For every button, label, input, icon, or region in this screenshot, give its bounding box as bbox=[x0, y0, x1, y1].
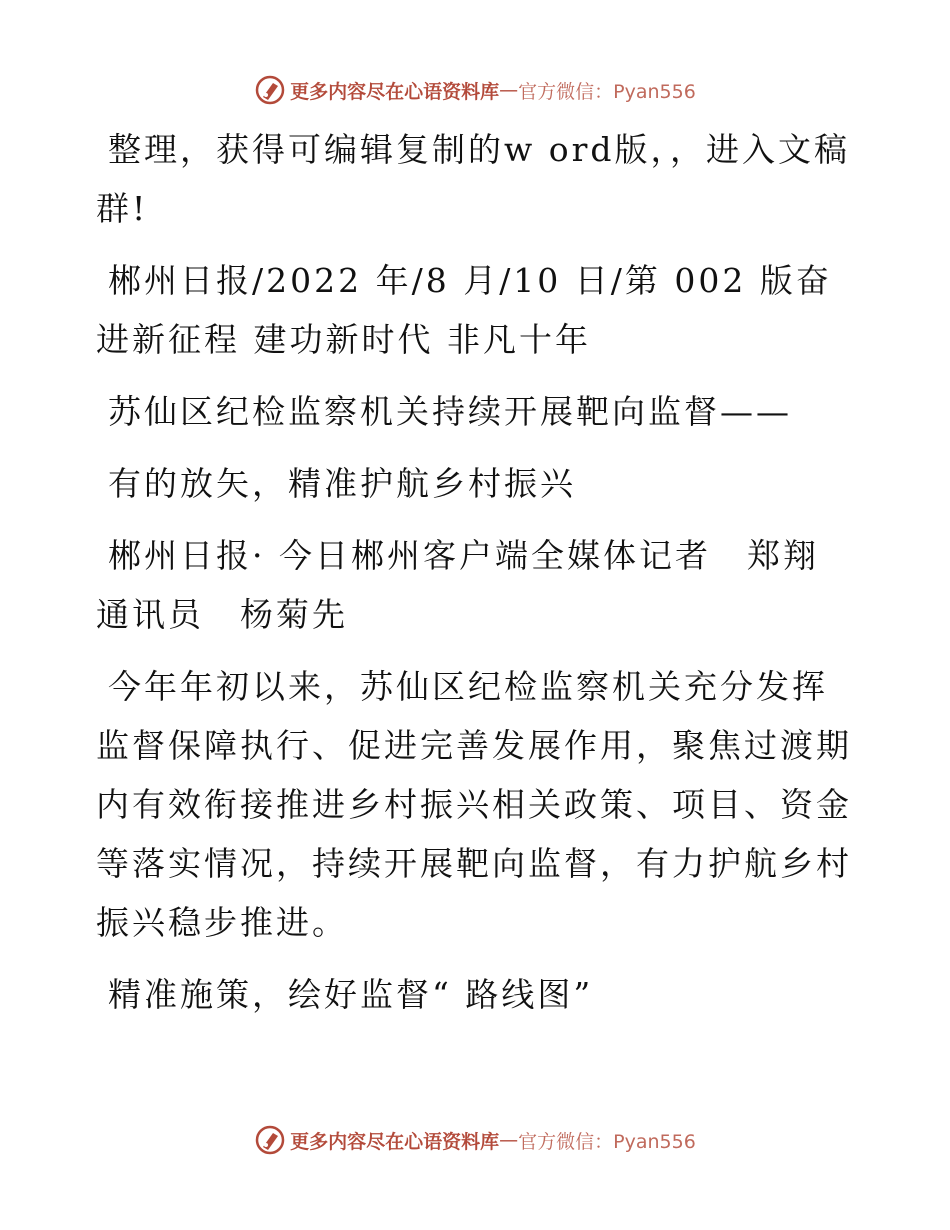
section-heading: 精准施策，绘好监督“ 路线图” bbox=[108, 975, 594, 1014]
paragraph-intro: 整理，获得可编辑复制的w ord版，，进入文稿群! bbox=[96, 130, 851, 228]
header-watermark bbox=[0, 70, 950, 110]
article-byline: 郴州日报· 今日郴州客户端全媒体记者 郑翔 通讯员 杨菊先 bbox=[96, 536, 855, 634]
pen-nib-logo-icon bbox=[254, 74, 286, 106]
watermark-text: 更多内容尽在心语资料库 bbox=[290, 1130, 500, 1153]
watermark-contact: 官方微信：Pyan556 bbox=[518, 80, 696, 103]
watermark-contact: 官方微信：Pyan556 bbox=[518, 1130, 696, 1153]
watermark-text: 更多内容尽在心语资料库 bbox=[290, 80, 500, 103]
paragraph-body: 今年年初以来，苏仙区纪检监察机关充分发挥监督保障执行、促进完善发展作用，聚焦过渡期内有效衔接推进乡村振兴相关政策、项目、资金等落实情况，持续开展靶向监督，有力护航乡村振兴稳步推进。 bbox=[96, 667, 852, 942]
pen-nib-logo-icon bbox=[254, 1124, 286, 1156]
article-headline-main: 有的放矢，精准护航乡村振兴 bbox=[108, 464, 576, 503]
article-headline-top: 苏仙区纪检监察机关持续开展靶向监督—— bbox=[108, 392, 792, 431]
watermark-separator: — bbox=[499, 1129, 519, 1151]
footer-watermark bbox=[0, 1120, 950, 1160]
watermark-separator: — bbox=[499, 79, 519, 101]
paragraph-source-line: 郴州日报/2022 年/8 月/10 日/第 002 版奋进新征程 建功新时代 非凡十年 bbox=[96, 261, 832, 359]
document-body bbox=[96, 120, 856, 1037]
